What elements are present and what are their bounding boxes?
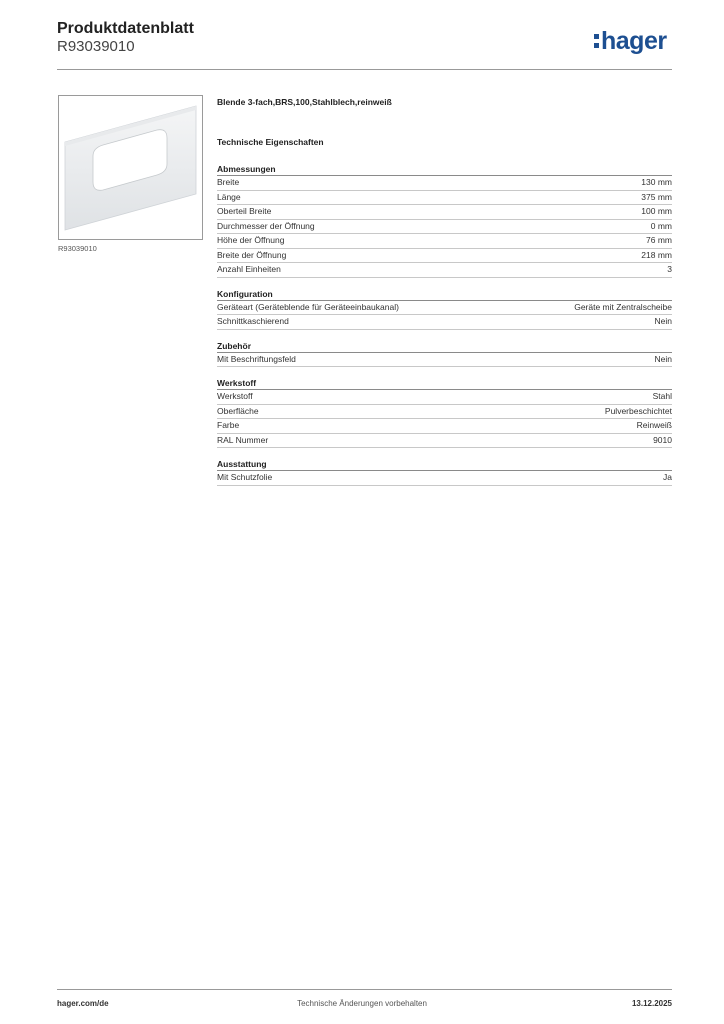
spec-value: 3: [667, 264, 672, 274]
section-ausstattung: [217, 458, 672, 486]
spec-row: [217, 315, 672, 330]
spec-label: Anzahl Einheiten: [217, 264, 281, 274]
spec-row: [217, 205, 672, 220]
spec-row: [217, 434, 672, 449]
spec-row: [217, 471, 672, 486]
section-title: Abmessungen: [217, 163, 672, 176]
hager-logo: [594, 26, 667, 56]
spec-label: Oberfläche: [217, 405, 259, 416]
spec-value: Ja: [663, 472, 672, 482]
spec-row: [217, 301, 672, 316]
spec-label: Oberteil Breite: [217, 206, 272, 216]
spec-label: Farbe: [217, 420, 240, 430]
spec-value: Stahl: [652, 391, 672, 401]
spec-value: 375 mm: [641, 191, 672, 202]
spec-value: 76 mm: [646, 235, 672, 245]
page-title: Produktdatenblatt: [57, 20, 194, 37]
spec-row: [217, 419, 672, 434]
spec-row: [217, 249, 672, 264]
spec-value: Nein: [654, 316, 672, 326]
spec-row: [217, 263, 672, 278]
section-konfiguration: [217, 288, 672, 330]
footer-notice: Technische Änderungen vorbehalten: [297, 999, 427, 1008]
spec-row: [217, 353, 672, 368]
spec-value: Geräte mit Zentralscheibe: [574, 301, 672, 312]
spec-value: 218 mm: [641, 249, 672, 260]
product-description: Blende 3-fach,BRS,100,Stahlblech,reinweiß: [217, 97, 392, 107]
spec-row: [217, 390, 672, 405]
section-abmessungen: [217, 163, 672, 278]
spec-row: [217, 176, 672, 191]
spec-value: 130 mm: [641, 177, 672, 187]
spec-value: Pulverbeschichtet: [604, 405, 672, 416]
section-zubehoer: [217, 340, 672, 368]
footer-date: 13.12.2025: [631, 999, 672, 1008]
spec-label: Breite der Öffnung: [217, 249, 287, 260]
section-werkstoff: [217, 377, 672, 448]
header-divider: [57, 69, 672, 70]
tech-properties-heading: Technische Eigenschaften: [217, 137, 324, 147]
spec-label: Breite: [217, 177, 240, 187]
spec-label: Länge: [217, 191, 241, 202]
spec-label: Mit Schutzfolie: [217, 472, 273, 482]
image-caption: R93039010: [58, 244, 97, 253]
section-title: Konfiguration: [217, 288, 672, 301]
footer-website: hager.com/de: [57, 999, 109, 1008]
section-title: Zubehör: [217, 340, 672, 353]
spec-value: Reinweiß: [636, 420, 672, 430]
product-image: [58, 95, 203, 240]
product-code: R93039010: [57, 38, 135, 55]
spec-value: 100 mm: [641, 206, 672, 216]
footer-divider: [57, 989, 672, 990]
section-title: Werkstoff: [217, 377, 672, 390]
spec-label: RAL Nummer: [217, 434, 269, 445]
spec-value: 9010: [653, 434, 672, 445]
spec-label: Mit Beschriftungsfeld: [217, 353, 296, 364]
spec-row: [217, 234, 672, 249]
section-title: Ausstattung: [217, 458, 672, 471]
spec-value: Nein: [654, 353, 672, 364]
spec-label: Schnittkaschierend: [217, 316, 289, 326]
product-details: [217, 97, 672, 486]
spec-row: [217, 405, 672, 420]
spec-label: Durchmesser der Öffnung: [217, 220, 315, 231]
logo-dots-icon: [594, 34, 599, 48]
spec-row: [217, 191, 672, 206]
spec-label: Geräteart (Geräteblende für Geräteeinbaukanal): [217, 301, 399, 312]
spec-label: Höhe der Öffnung: [217, 235, 285, 245]
spec-label: Werkstoff: [217, 391, 253, 401]
spec-value: 0 mm: [650, 220, 672, 231]
spec-row: [217, 220, 672, 235]
logo-text: hager: [601, 26, 667, 55]
cover-plate-illustration: [59, 96, 202, 239]
